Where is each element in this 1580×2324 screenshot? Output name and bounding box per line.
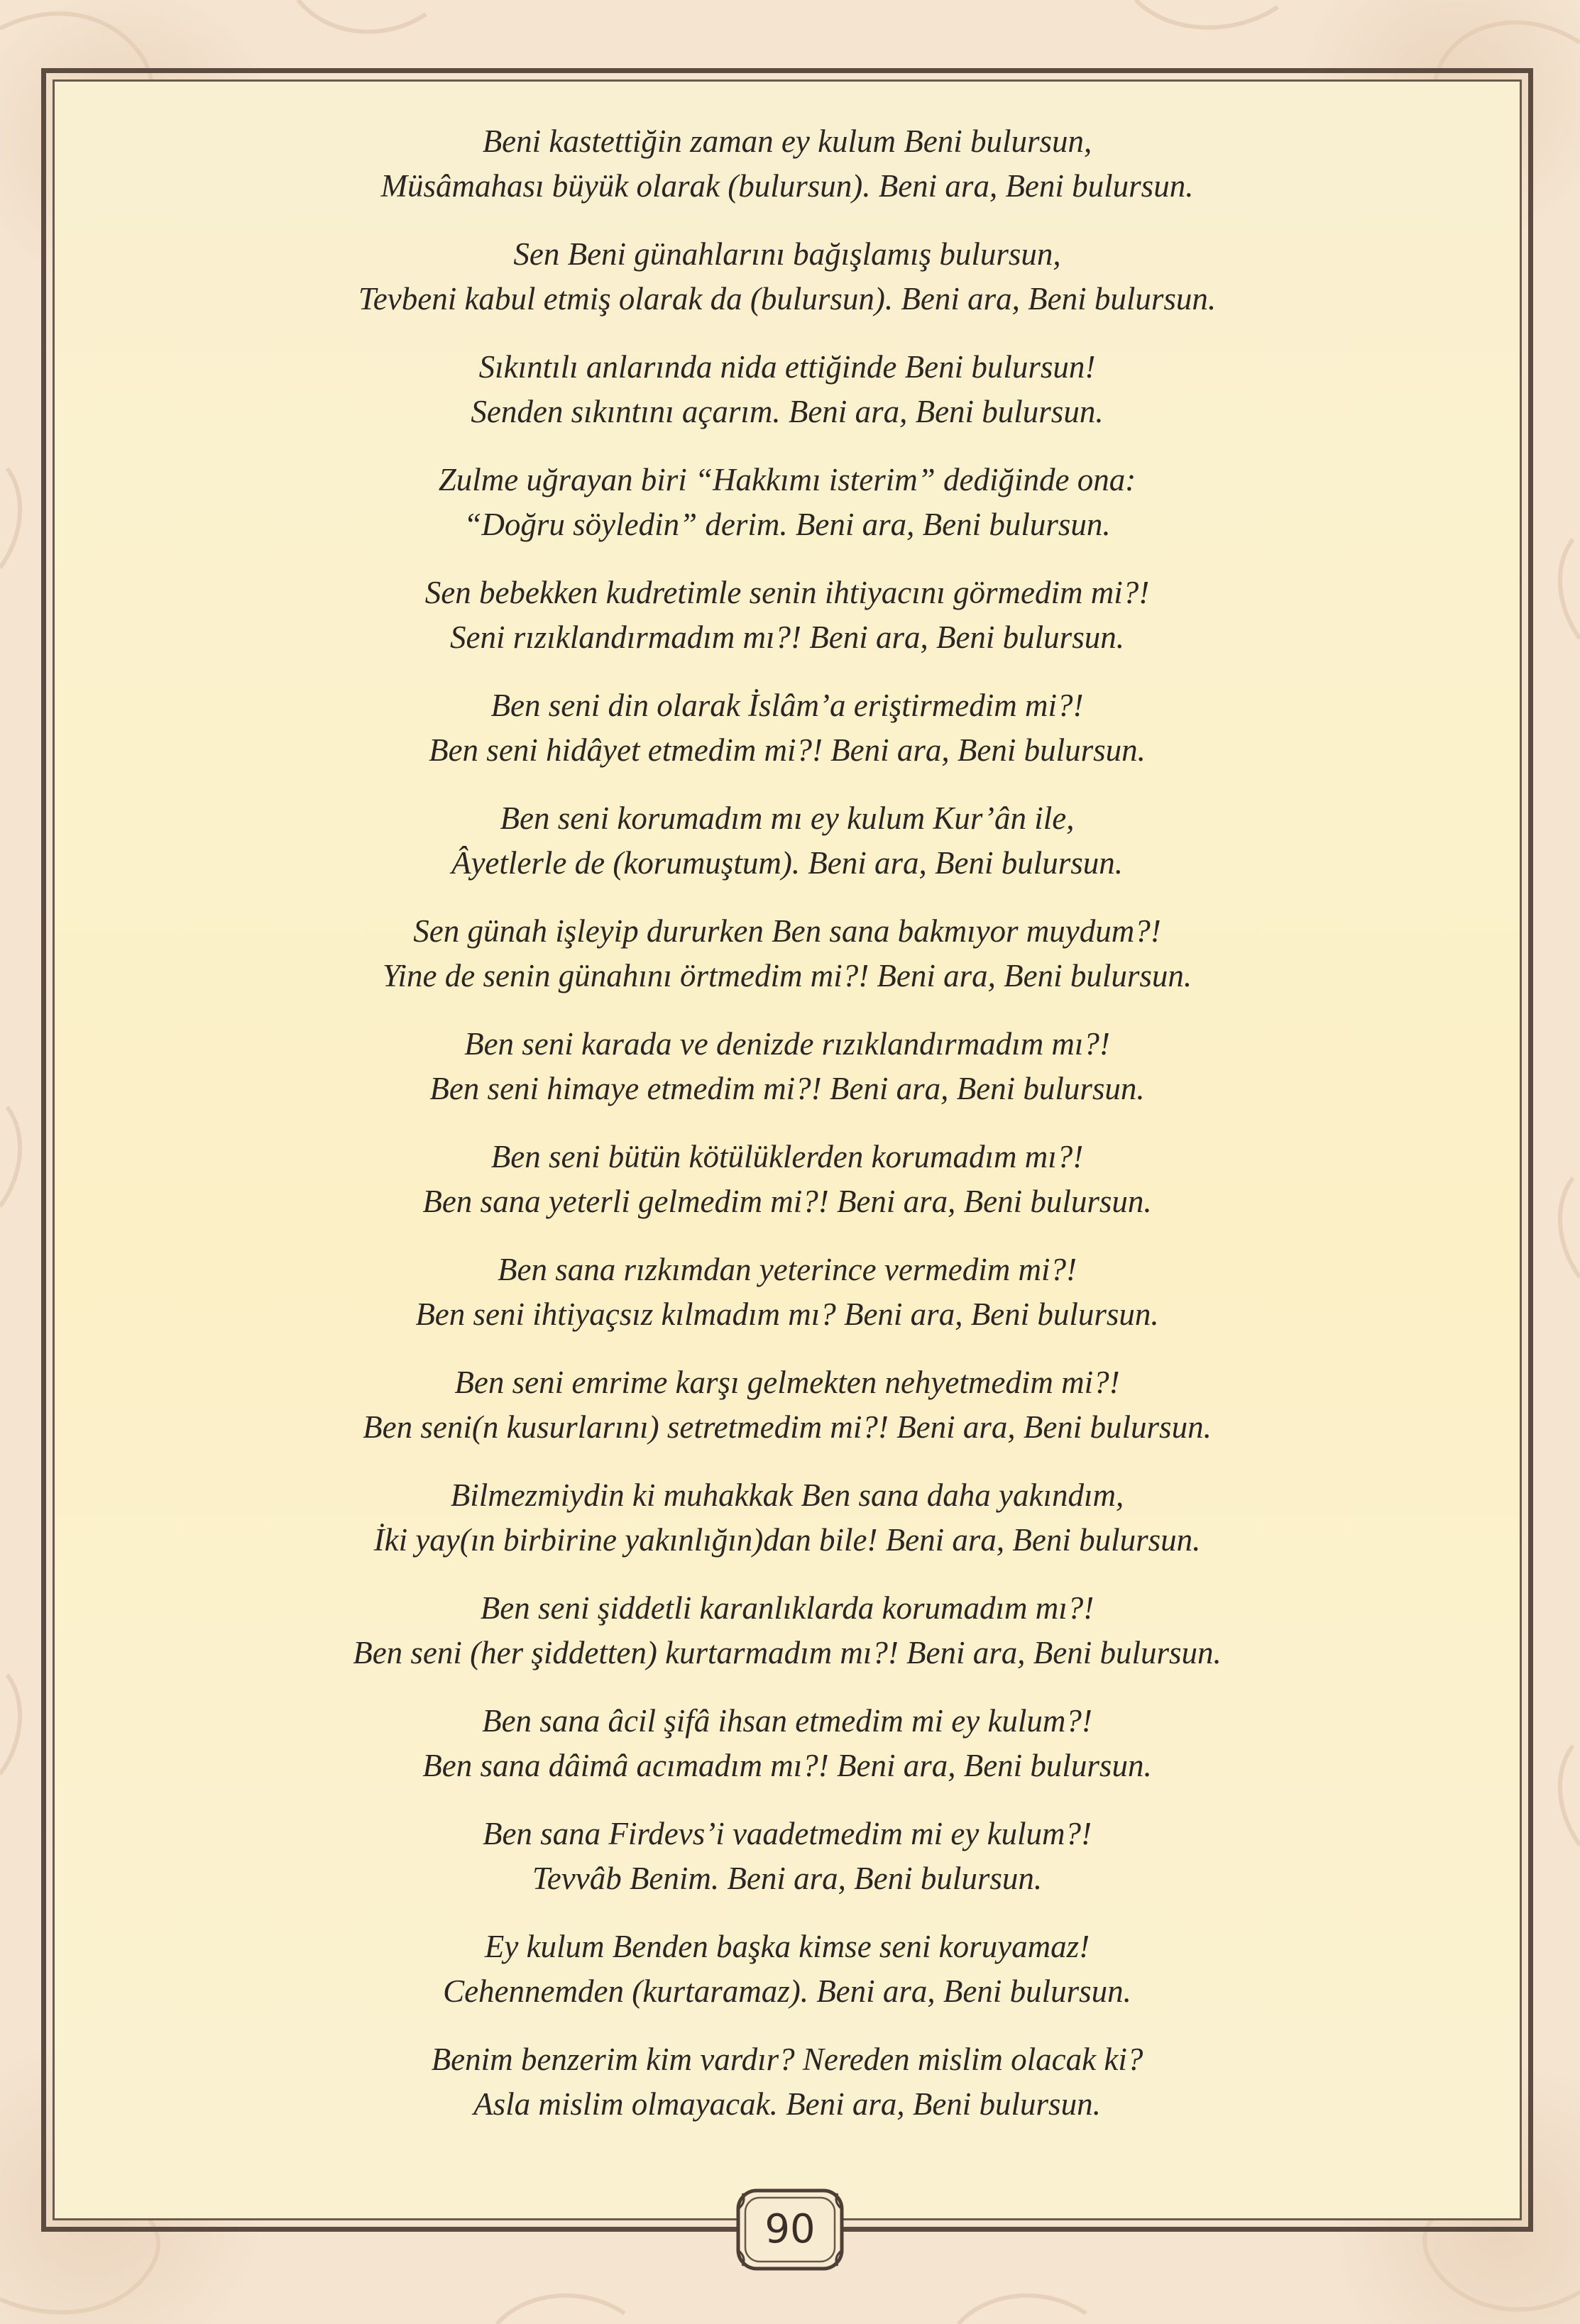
poem-line: Ben seni himaye etmedim mi?! Beni ara, Beni bulursun. (429, 1071, 1145, 1106)
stanza (53, 345, 1522, 434)
stanza (53, 458, 1522, 547)
stanza (53, 1473, 1522, 1563)
poem-line: Sıkıntılı anlarında nida ettiğinde Beni bulursun! (478, 349, 1096, 385)
poem-line: Ben seni bütün kötülüklerden korumadım mı?! (490, 1139, 1084, 1174)
poem-line: Ben seni (her şiddetten) kurtarmadım mı?! Beni ara, Beni bulursun. (353, 1635, 1222, 1670)
poem-line: Seni rızıklandırmadım mı?! Beni ara, Beni bulursun. (450, 619, 1124, 655)
stanza (53, 232, 1522, 321)
poem-line: Ben sana dâimâ acımadım mı?! Beni ara, Beni bulursun. (422, 1748, 1152, 1783)
stanza (53, 571, 1522, 660)
poem-line: Bilmezmiydin ki muhakkak Ben sana daha yakındım, (450, 1477, 1124, 1513)
poem-line: Ben seni ihtiyaçsız kılmadım mı? Beni ara, Beni bulursun. (415, 1296, 1159, 1332)
poem-line: Ey kulum Benden başka kimse seni koruyamaz! (484, 1929, 1090, 1964)
poem-line: Ben seni hidâyet etmedim mi?! Beni ara, Beni bulursun. (429, 732, 1146, 768)
poem-line: Ben sana rızkımdan yeterince vermedim mi?! (497, 1252, 1077, 1287)
poem-line: Sen günah işleyip dururken Ben sana bakmıyor muydum?! (413, 913, 1161, 949)
poem-text (53, 119, 1522, 2150)
poem-line: Tevvâb Benim. Beni ara, Beni bulursun. (532, 1861, 1043, 1896)
poem-line: Ben seni karada ve denizde rızıklandırmadım mı?! (464, 1026, 1110, 1062)
poem-line: Ben seni din olarak İslâm’a eriştirmedim mi?! (490, 688, 1084, 723)
stanza (53, 1812, 1522, 1901)
poem-line: Ben seni emrime karşı gelmekten nehyetmedim mi?! (454, 1365, 1120, 1400)
poem-line: Yine de senin günahını örtmedim mi?! Beni ara, Beni bulursun. (382, 958, 1192, 993)
poem-line: Ben seni şiddetli karanlıklarda korumadım mı?! (480, 1590, 1095, 1626)
page-number: 90 (764, 2206, 816, 2252)
stanza (53, 1360, 1522, 1450)
poem-line: Tevbeni kabul etmiş olarak da (bulursun). Beni ara, Beni bulursun. (358, 281, 1217, 316)
stanza (53, 1699, 1522, 1788)
stanza (53, 2037, 1522, 2127)
poem-line: İki yay(ın birbirine yakınlığın)dan bile! Beni ara, Beni bulursun. (373, 1522, 1201, 1558)
poem-line: Ben seni korumadım mı ey kulum Kur’ân ile, (500, 800, 1075, 836)
poem-line: Sen Beni günahlarını bağışlamış bulursun, (513, 236, 1061, 272)
poem-line: Cehennemden (kurtaramaz). Beni ara, Beni bulursun. (443, 1973, 1131, 2009)
poem-line: Ben sana âcil şifâ ihsan etmedim mi ey kulum?! (482, 1703, 1092, 1739)
poem-line: Sen bebekken kudretimle senin ihtiyacını görmedim mi?! (424, 575, 1150, 610)
poem-line: Ben sana Firdevs’i vaadetmedim mi ey kulum?! (482, 1816, 1092, 1851)
poem-line: Asla mislim olmayacak. Beni ara, Beni bulursun. (473, 2086, 1101, 2122)
poem-line: Müsâmahası büyük olarak (bulursun). Beni ara, Beni bulursun. (380, 168, 1194, 204)
stanza (53, 1022, 1522, 1111)
stanza (53, 1248, 1522, 1337)
poem-line: Zulme uğrayan biri “Hakkımı isterim” dediğinde ona: (438, 462, 1136, 497)
poem-line: Beni kastettiğin zaman ey kulum Beni bulursun, (482, 123, 1092, 159)
poem-line: Âyetlerle de (korumuştum). Beni ara, Beni bulursun. (451, 845, 1124, 881)
stanza (53, 1586, 1522, 1675)
stanza (53, 119, 1522, 209)
poem-line: Senden sıkıntını açarım. Beni ara, Beni bulursun. (471, 394, 1104, 429)
stanza (53, 909, 1522, 998)
stanza (53, 796, 1522, 886)
poem-line: Ben sana yeterli gelmedim mi?! Beni ara, Beni bulursun. (422, 1184, 1152, 1219)
poem-line: Ben seni(n kusurlarını) setretmedim mi?! Beni ara, Beni bulursun. (363, 1409, 1212, 1445)
poem-line: Benim benzerim kim vardır? Nereden mislim olacak ki? (431, 2042, 1143, 2077)
stanza (53, 1924, 1522, 2014)
stanza (53, 683, 1522, 773)
stanza (53, 1135, 1522, 1224)
poem-line: “Doğru söyledin” derim. Beni ara, Beni bulursun. (463, 507, 1111, 542)
